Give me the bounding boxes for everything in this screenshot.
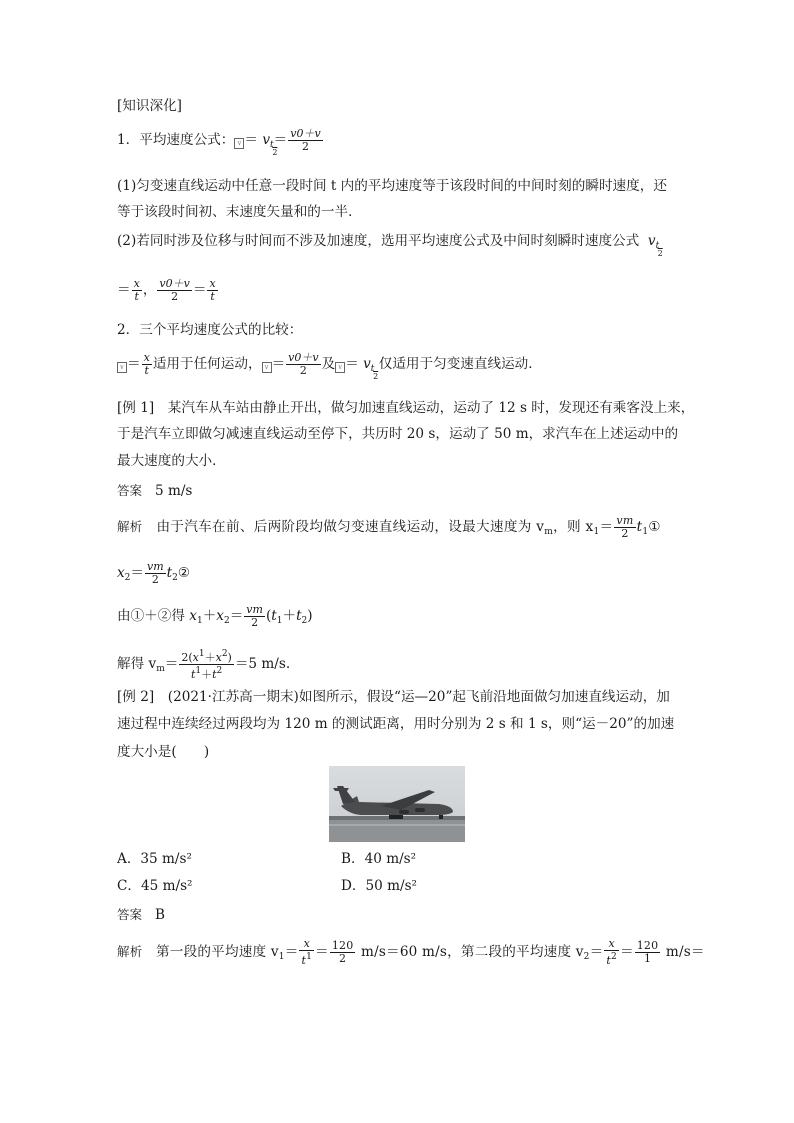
option-a: A．35 m/s² [117,851,192,867]
formula-line-1: 1．平均速度公式： $v = v_t$ 2 ＝ $\frac{v0+v}{2}$ [117,127,321,157]
ex2-answer: 答案 B [117,907,165,923]
ex1-analysis-2: $x_2=$ $\frac{vm}{2}$ $t_2②$ [117,560,191,586]
item-number: 1． [117,132,140,148]
para-1b: 等于该段时间初、末速度矢量和的一半． [117,204,362,220]
formula-line-2: ＝ $\frac{x}{t}$ ， $\frac{v0+v}{2}$ ＝ $\frac{x}{t}$ [117,277,216,303]
ex1-analysis-1: 解析 由于汽车在前、后两阶段均做匀变速直线运动，设最大速度为 $v_m$，则 $x_1=$ $\frac{vm}{2}$ $t_1①$ [117,514,661,540]
ex1-line-3: 最大速度的大小． [117,453,226,469]
vbar-icon: v [262,362,272,373]
formula-line-3: v ＝ $\frac{x}{t}$ 适用于任何运动， v ＝ $\frac{v0+v}{2}$ 及 $v = v_t$ 2 仅适用于匀变速直线运动． [117,352,542,378]
ex1-analysis-4: 解得 $v_m=$ $\frac{2(x^1+x^2)}{t^1+t^2}$ ＝5 m/s. [117,649,291,681]
airplane-photo [329,766,465,842]
ex1-line-1: [例 1] 某汽车从车站由静止开出，做匀加速直线运动，运动了 12 s 时，发现还有乘客没上来， [117,400,695,416]
ex1-answer: 答案 5 m/s [117,483,193,499]
frac-v0-v-2: $\frac{v0+v}{2}$ [290,127,321,153]
section-title: [知识深化] [117,98,182,114]
ex1-line-2: 于是汽车立即做匀减速直线运动至停下，共历时 20 s，运动了 50 m，求汽车在上述运动中的 [117,426,679,442]
ex1-analysis-3: 由①＋②得 $x_1+x_2=$ $\frac{vm}{2}$ $(t_1+t_2)$ [117,603,313,629]
ex2-line-3: 度大小是( ) [117,744,210,760]
v-half-t-2: $v_t$ 2 [647,233,663,258]
ex2-line-2: 速过程中连续经过两段均为 120 m 的测试距离，用时分别为 2 s 和 1 s，则“运－20”的加速 [117,716,675,732]
item-title: 平均速度公式： [139,132,235,148]
vbar-icon: v [117,362,127,373]
option-c: C．45 m/s² [117,878,193,894]
v-half-t: $v_t$ 2 [262,132,278,157]
ex2-line-1: [例 2] (2021·江苏高一期末)如图所示，假设“运—20”起飞前沿地面做匀加速直线运动，加 [117,689,670,705]
option-d: D．50 m/s² [341,878,418,894]
option-b: B．40 m/s² [341,851,417,867]
item-2-title: 2．三个平均速度公式的比较： [117,322,303,338]
ex2-analysis: 解析 第一段的平均速度 $v_1=$ $\frac{x}{t^1}$ ＝ $\frac{120}{2}$ m/s＝60 m/s，第二段的平均速度 $v_2=$ $\frac{x}{t^2}$ ＝ $\frac{120}{1}$ m/s＝ [117,937,705,967]
para-1a: (1)匀变速直线运动中任意一段时间 t 内的平均速度等于该段时间的中间时刻的瞬时速度，还 [117,178,667,194]
vbar-icon: v [234,138,244,149]
para-1c: (2)若同时涉及位移与时间而不涉及加速度，选用平均速度公式及中间时刻瞬时速度公式 $v_t$ 2 [117,233,663,258]
vbar-icon: v [335,362,345,373]
